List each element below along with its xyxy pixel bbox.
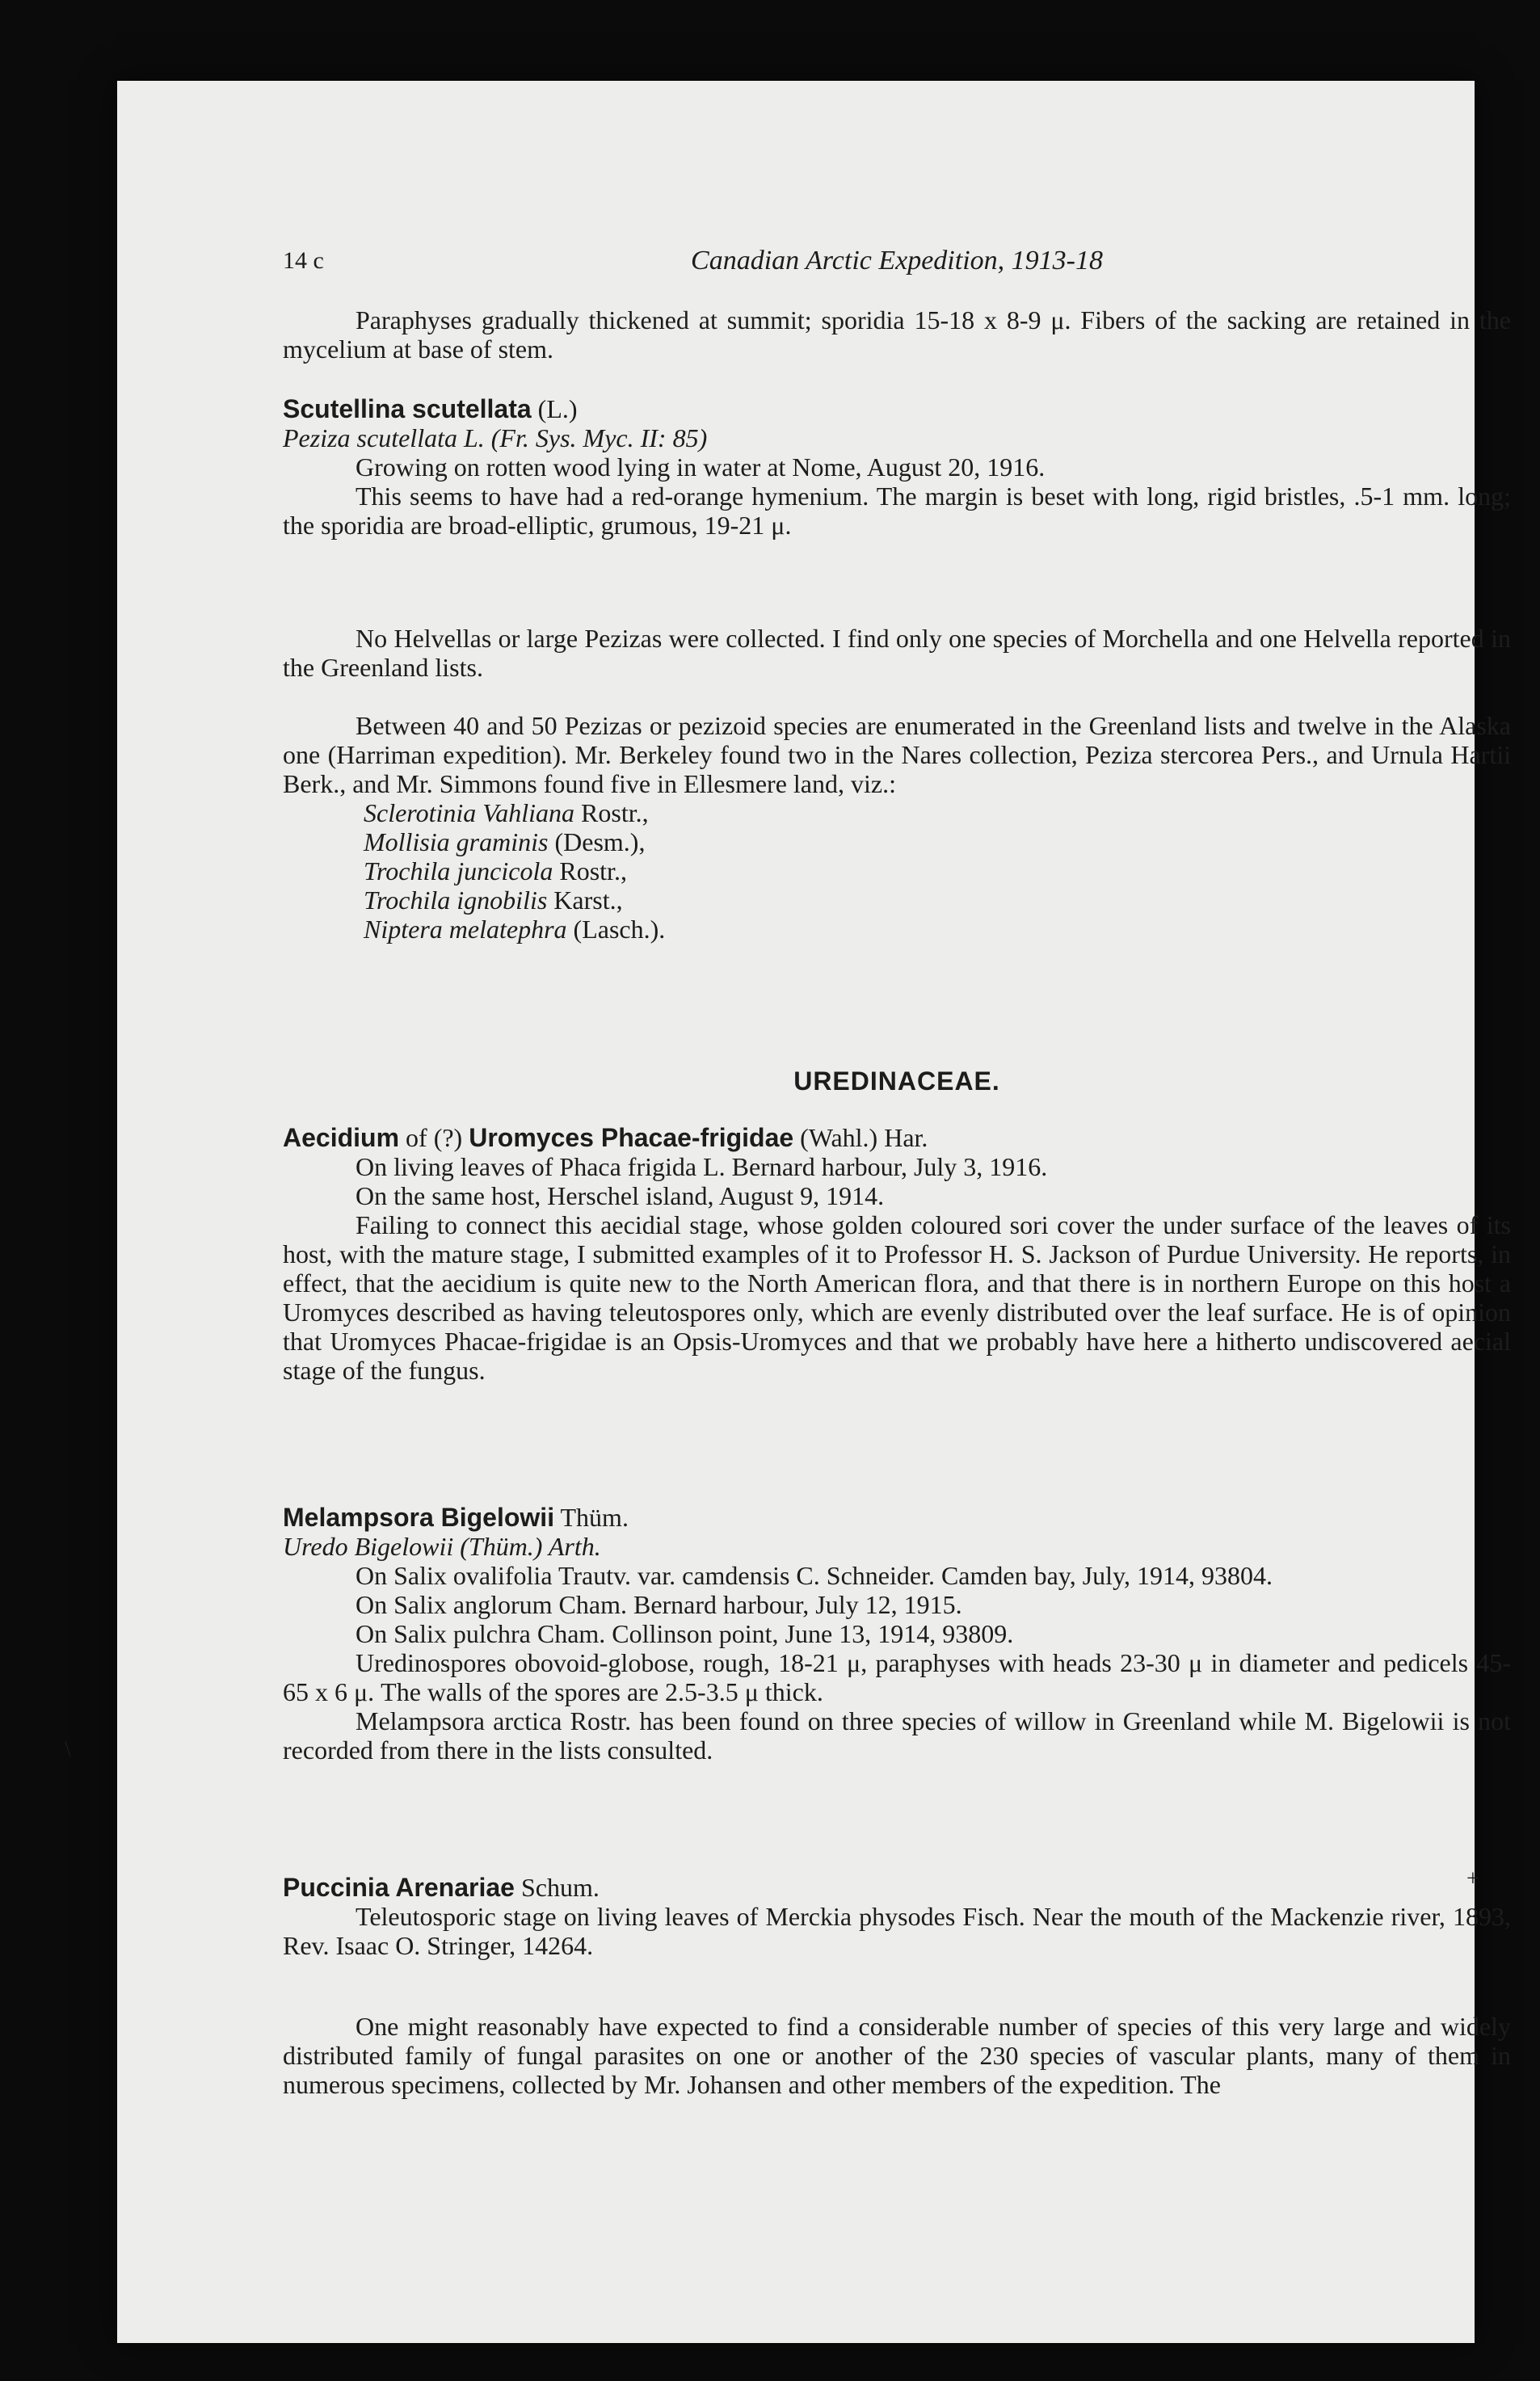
paragraph: On Salix anglorum Cham. Bernard harbour, July 12, 1915.: [356, 1590, 962, 1619]
species-heading: [283, 394, 1511, 423]
entry-aecidium: [283, 1123, 1511, 1385]
list-item: Trochila juncicola Rostr.,: [364, 856, 627, 886]
synonym: Uredo Bigelowii (Thüm.) Arth.: [283, 1532, 601, 1561]
paragraph: No Helvellas or large Pezizas were collected. I find only one species of Morchella and one Helvella reported in the Greenland lists.: [283, 624, 1511, 682]
paragraph: Growing on rotten wood lying in water at Nome, August 20, 1916.: [356, 452, 1046, 482]
document-page: [166, 0, 1511, 2381]
page-number: 14 c: [283, 247, 324, 274]
paragraph: Teleutosporic stage on living leaves of Merckia physodes Fisch. Near the mouth of the Mackenzie river, 1893, Rev. Isaac O. Stringer, 14264.: [283, 1902, 1511, 1960]
running-head: [283, 246, 1511, 285]
intro-paragraph: [283, 305, 1511, 364]
helvellas-paragraph: [283, 624, 1511, 682]
species-authority: (Wahl.) Har.: [793, 1123, 928, 1152]
entry-melampsora: [283, 1503, 1511, 1765]
paragraph: On Salix ovalifolia Trautv. var. camdensis C. Schneider. Camden bay, July, 1914, 93804.: [356, 1561, 1273, 1590]
species-heading: [283, 1503, 1511, 1532]
paragraph: This seems to have had a red-orange hymenium. The margin is beset with long, rigid bristles, .5-1 mm. long; the sporidia are broad-elliptic, grumous, 19-21 μ.: [283, 482, 1511, 540]
paragraph: Failing to connect this aecidial stage, whose golden coloured sori cover the under surface of the leaves of its host, with the mature stage, I submitted examples of it to Professor H. S. Jackson of Purdue University. He reports, in effect, that the aecidium is quite new to the North American flora, and that there is in northern Europe on this host a Uromyces described as having teleutospores only, which are evenly distributed over the leaf surface. He is of opinion that Uromyces Phacae-frigidae is an Opsis-Uromyces and that we probably have here a hitherto undiscovered aecial stage of the fungus.: [283, 1210, 1511, 1385]
margin-mark-right: +: [1466, 1866, 1479, 1891]
list-item: Niptera melatephra (Lasch.).: [364, 915, 666, 944]
list-item: Trochila ignobilis Karst.,: [364, 886, 623, 915]
entry-puccinia: [283, 1873, 1511, 1960]
species-list: [283, 798, 1511, 944]
running-title: Canadian Arctic Expedition, 1913-18: [691, 246, 1103, 276]
paragraph: On living leaves of Phaca frigida L. Bernard harbour, July 3, 1916.: [356, 1152, 1048, 1181]
species-heading: [283, 1873, 1511, 1902]
section-heading: UREDINACEAE.: [793, 1066, 1000, 1096]
paragraph: Between 40 and 50 Pezizas or pezizoid species are enumerated in the Greenland lists and twelve in the Alaska one (Harriman expedition). Mr. Berkeley found two in the Nares collection, Peziza stercorea Pers., and Urnula Hartii Berk., and Mr. Simmons found five in Ellesmere land, viz.:: [283, 711, 1511, 798]
species-name-host: Uromyces Phacae-frigidae: [469, 1123, 794, 1152]
paragraph: One might reasonably have expected to find a considerable number of species of this very large and widely distributed family of fungal parasites on one or another of the 230 species of vascular plants, many of them in numerous specimens, collected by Mr. Johansen and other members of the expedition. The: [283, 2012, 1511, 2099]
pezizas-paragraph: [283, 711, 1511, 944]
species-name: Melampsora Bigelowii: [283, 1503, 555, 1532]
paragraph: On the same host, Herschel island, August 9, 1914.: [356, 1181, 885, 1210]
entry-scutellina: [283, 394, 1511, 540]
species-name: Scutellina scutellata: [283, 394, 532, 423]
paragraph: Uredinospores obovoid-globose, rough, 18-21 μ, paraphyses with heads 23-30 μ in diameter and pedicels 45-65 x 6 μ. The walls of the spores are 2.5-3.5 μ thick.: [283, 1648, 1511, 1706]
species-heading: Aecidium of (?) Uromyces Phacae-frigidae (Wahl.) Har.: [283, 1123, 928, 1152]
species-name: Puccinia Arenariae: [283, 1873, 515, 1902]
paragraph: Paraphyses gradually thickened at summit; sporidia 15-18 x 8-9 μ. Fibers of the sacking are retained in the mycelium at base of stem.: [283, 305, 1511, 364]
synonym: Peziza scutellata L. (Fr. Sys. Myc. II: 85): [283, 423, 708, 452]
species-authority: Schum.: [514, 1873, 600, 1902]
species-name: Aecidium: [283, 1123, 400, 1152]
margin-mark-left: \: [65, 1737, 71, 1762]
list-item: Mollisia graminis (Desm.),: [364, 827, 646, 856]
species-authority: (L.): [531, 394, 578, 423]
list-item: Sclerotinia Vahliana Rostr.,: [364, 798, 649, 827]
closing-paragraph: [283, 2012, 1511, 2099]
paragraph: On Salix pulchra Cham. Collinson point, June 13, 1914, 93809.: [356, 1619, 1014, 1648]
species-authority: Thüm.: [554, 1503, 629, 1532]
paragraph: Melampsora arctica Rostr. has been found on three species of willow in Greenland while M. Bigelowii is not recorded from there in the lists consulted.: [283, 1706, 1511, 1765]
